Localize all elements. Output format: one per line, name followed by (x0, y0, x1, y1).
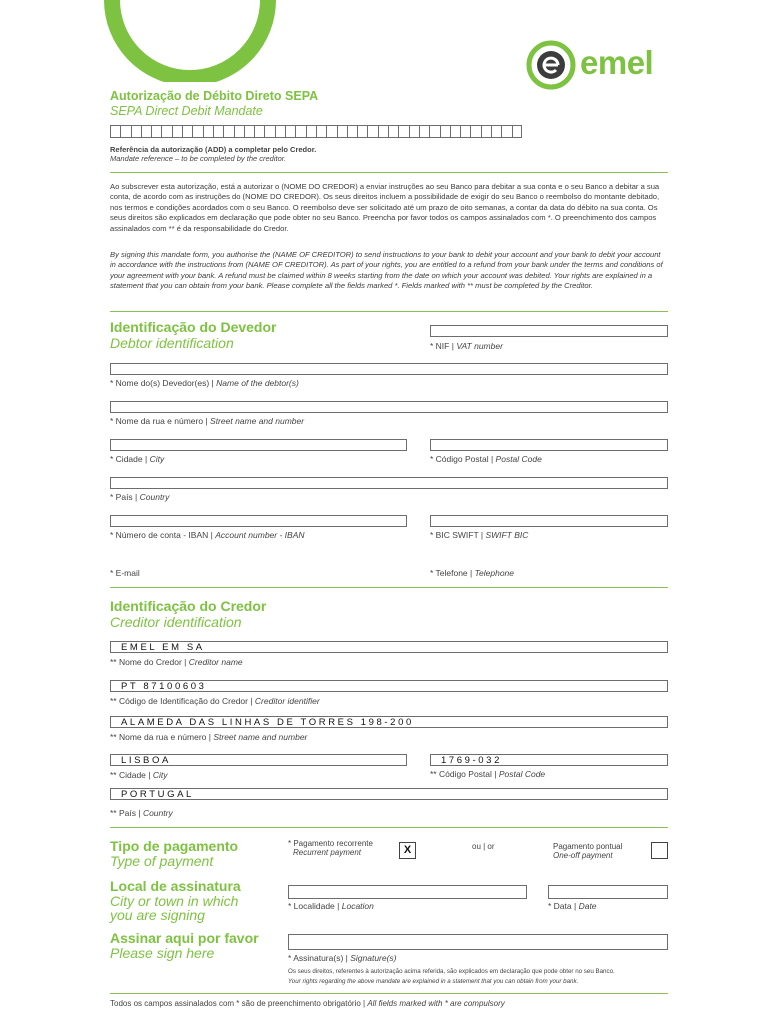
debtor-name-field[interactable] (110, 363, 668, 375)
debtor-city-label: * Cidade | City (110, 454, 165, 464)
creditor-name-value: EMEL EM SA (121, 642, 205, 653)
date-field[interactable] (548, 885, 668, 899)
signature-field[interactable] (288, 934, 668, 950)
debtor-section-subtitle: Debtor identification (110, 335, 234, 351)
debtor-street-label: * Nome da rua e número | Street name and number (110, 416, 305, 426)
or-label: ou | or (472, 842, 495, 851)
oneoff-payment-label-en: One-off payment (553, 851, 613, 860)
reference-label-en: Mandate reference – to be completed by the creditor. (110, 154, 287, 163)
debtor-country-label: * País | Country (110, 492, 170, 502)
bic-label: * BIC SWIFT | SWIFT BIC (430, 530, 529, 540)
creditor-name-label: ** Nome do Credor | Creditor name (110, 657, 243, 667)
brand-name: emel (580, 44, 654, 81)
location-field[interactable] (288, 885, 527, 899)
creditor-street-label: ** Nome da rua e número | Street name and number (110, 732, 308, 742)
payment-section-title: Tipo de pagamento (110, 838, 239, 854)
creditor-identifier-value: PT 87100603 (121, 681, 207, 692)
debtor-postal-field[interactable] (430, 439, 668, 451)
signing-place-title: Local de assinatura (110, 878, 241, 894)
reference-label-pt: Referência da autorização (ADD) a completar pelo Credor. (110, 145, 317, 154)
divider (110, 311, 668, 312)
creditor-section-subtitle: Creditor identification (110, 614, 242, 630)
signing-place-subtitle-1: City or town in which (110, 893, 239, 909)
emel-logo-icon (525, 40, 577, 90)
recurrent-payment-label-en: Recurrent payment (293, 848, 362, 857)
divider (110, 172, 668, 173)
intro-text-en: By signing this mandate form, you authorise the (NAME OF CREDITOR) to send instructions to your bank to debit your account and your bank to debit your account in accordance with the instructions from (NAME OF CREDITOR). As part of your rights, you are entitled to a refund from your bank under the terms and conditions of your agreement with your bank. A refund must be claimed within 8 weeks starting from the date on which your account was debited. Your rights are explained in a statement that you can obtain from your bank. Please complete all the fields marked *. Fields marked with ** must be completed by the Creditor. (110, 250, 663, 291)
bic-field[interactable] (430, 515, 668, 527)
mandate-reference-boxes[interactable] (110, 125, 522, 138)
recurrent-payment-label-pt: * Pagamento recorrente (288, 839, 373, 848)
iban-label: * Número de conta - IBAN | Account number - IBAN (110, 530, 305, 540)
payment-section-subtitle: Type of payment (110, 853, 214, 869)
debtor-name-label: * Nome do(s) Devedor(es) | Name of the debtor(s) (110, 378, 299, 388)
signing-place-subtitle-2: you are signing (110, 907, 205, 923)
debtor-postal-label: * Código Postal | Postal Code (430, 454, 542, 464)
footer-note: Todos os campos assinalados com * são de preenchimento obrigatório | All fields marked with * are compulsory (110, 999, 505, 1008)
iban-field[interactable] (110, 515, 407, 527)
creditor-city-label: ** Cidade | City (110, 770, 168, 780)
intro-text-pt: Ao subscrever esta autorização, está a autorizar o (NOME DO CREDOR) a enviar instruções ao seu Banco para debitar a sua conta e o seu Banco a debitar a sua conta, de acordo com as instruções do (NOME DO CREDOR). Os seus direitos incluem a possibilidade de exigir do seu Banco o reembolso do montante debitado, nos termos e condições acordados com o seu Banco. O reembolso deve ser solicitado até um prazo de oito semanas, a contar da data do débito na sua conta. Os seus direitos são explicados em declaração que pode obter no seu Banco. Preencha por favor todos os campos assinalados com *. O preenchimento dos campos assinalados com ** é da responsabilidade do Credor. (110, 182, 660, 233)
nif-label: * NIF | VAT number (430, 341, 503, 351)
email-label: * E-mail (110, 568, 140, 578)
rights-note-pt: Os seus direitos, referentes à autorização acima referida, são explicados em declaração que pode obter no seu Banco. (288, 968, 615, 975)
phone-label: * Telefone | Telephone (430, 568, 515, 578)
divider (110, 993, 668, 994)
creditor-identifier-label: ** Código de Identificação do Credor | Creditor identifier (110, 696, 320, 706)
oneoff-payment-checkbox[interactable] (651, 842, 668, 859)
nif-field[interactable] (430, 325, 668, 337)
debtor-city-field[interactable] (110, 439, 407, 451)
recurrent-payment-checkbox[interactable]: X (399, 842, 416, 859)
sign-section-subtitle: Please sign here (110, 945, 215, 961)
creditor-postal-label: ** Código Postal | Postal Code (430, 769, 546, 779)
creditor-street-value: ALAMEDA DAS LINHAS DE TORRES 198-200 (121, 717, 414, 728)
rights-note-en: Your rights regarding the above mandate are explained in a statement that you can obtain from your bank. (288, 978, 579, 985)
emel-logo (525, 40, 675, 90)
signature-label: * Assinatura(s) | Signature(s) (288, 953, 397, 963)
form-title-en: SEPA Direct Debit Mandate (110, 104, 263, 118)
creditor-postal-value: 1769-032 (441, 755, 502, 766)
debtor-country-field[interactable] (110, 477, 668, 489)
divider (110, 827, 668, 828)
creditor-city-value: LISBOA (121, 755, 171, 766)
creditor-country-label: ** País | Country (110, 808, 173, 818)
sign-section-title: Assinar aqui por favor (110, 930, 259, 946)
creditor-country-value: PORTUGAL (121, 789, 194, 800)
divider (110, 587, 668, 588)
oneoff-payment-label-pt: Pagamento pontual (553, 842, 623, 851)
creditor-section-title: Identificação do Credor (110, 598, 267, 614)
decorative-arc (100, 0, 280, 82)
date-label: * Data | Date (548, 901, 597, 911)
debtor-section-title: Identificação do Devedor (110, 319, 277, 335)
form-title-pt: Autorização de Débito Direto SEPA (110, 89, 319, 103)
location-label: * Localidade | Location (288, 901, 374, 911)
debtor-street-field[interactable] (110, 401, 668, 413)
